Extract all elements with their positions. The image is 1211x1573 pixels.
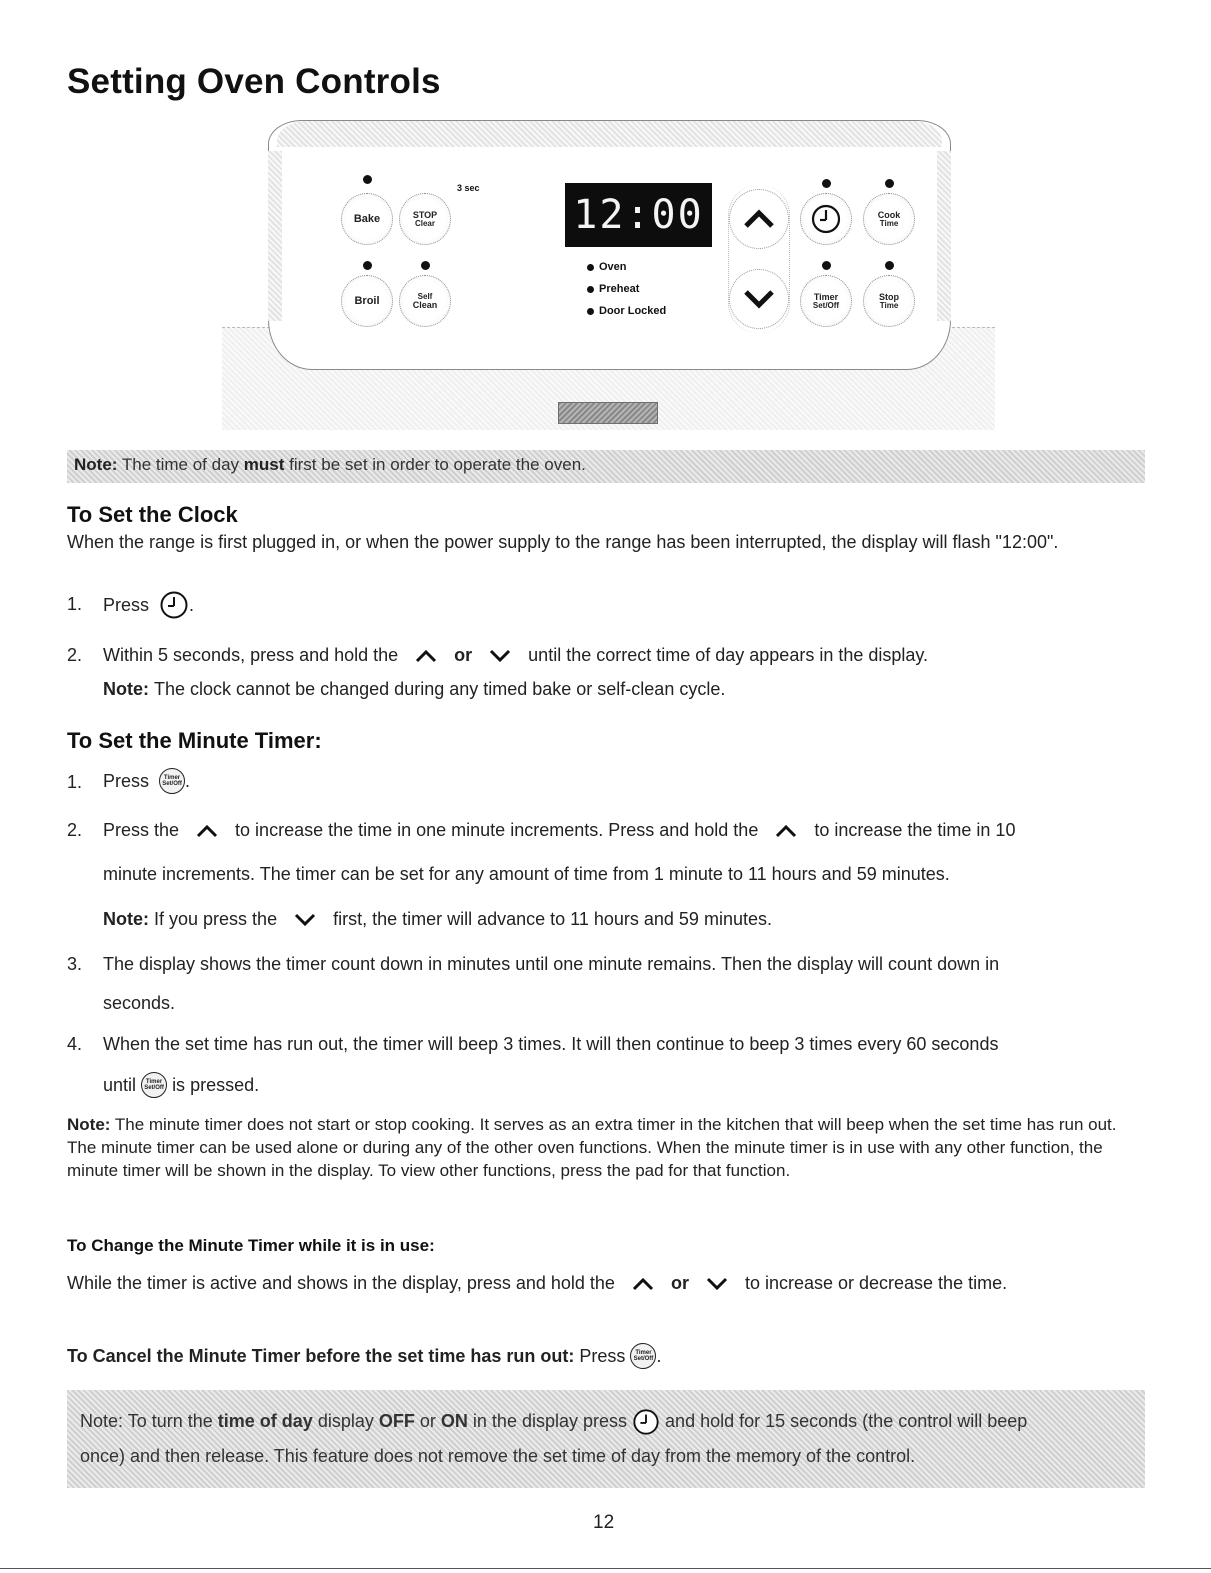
self-clean-indicator-dot [421, 261, 430, 270]
indicator-oven: Oven [587, 261, 666, 273]
set-off-label: Set/Off [812, 300, 840, 310]
clock-indicator-dot [822, 179, 831, 188]
timer-label: Timer [813, 291, 839, 302]
up-arrow-icon [414, 649, 438, 663]
cook-label: Cook [877, 209, 901, 220]
minute-timer-step-4-cont: until Timer Set/Off is pressed. [103, 1072, 259, 1098]
minute-timer-note: Note: If you press the first, the timer will advance to 11 hours and 59 minutes. [103, 909, 772, 929]
minute-timer-heading: To Set the Minute Timer: [67, 728, 322, 753]
up-arrow-icon [774, 824, 798, 838]
clock-icon [159, 590, 189, 620]
up-arrow-icon [743, 209, 775, 229]
page-title: Setting Oven Controls [67, 62, 441, 101]
bottom-rule [0, 1568, 1211, 1569]
bake-indicator-dot [363, 175, 372, 184]
cancel-timer-heading: To Cancel the Minute Timer before the set time has run out: [67, 1345, 575, 1366]
timer-set-off-icon: Timer Set/Off [630, 1343, 656, 1369]
down-arrow-icon [488, 649, 512, 663]
minute-timer-step-2-cont: minute increments. The timer can be set for any amount of time from 1 minute to 11 hours and 59 minutes. [103, 864, 950, 884]
stop-clear-pad[interactable] [399, 193, 451, 245]
clock-display: 12:00 [565, 183, 712, 247]
page-number: 12 [593, 1512, 615, 1533]
stop-time-pad[interactable] [863, 275, 915, 327]
control-panel [268, 120, 951, 370]
set-clock-note: Note: The clock cannot be changed during any timed bake or self-clean cycle. [103, 679, 726, 699]
set-clock-step-1: Press . [103, 590, 194, 620]
down-arrow-pad[interactable] [729, 269, 789, 329]
down-arrow-icon [293, 913, 317, 927]
change-timer-text: While the timer is active and shows in the display, press and hold the or to increase or decrease the time. [67, 1273, 1008, 1293]
note-bottom-line-2: once) and then release. This feature does not remove the set time of day from the memory of the control. [80, 1446, 916, 1466]
timer-set-off-icon: Timer Set/Off [141, 1072, 167, 1098]
bake-label: Bake [353, 212, 381, 225]
stop-time-label: Stop [879, 291, 899, 302]
broil-pad[interactable] [341, 275, 393, 327]
step-number: 3. [67, 954, 83, 974]
change-timer-heading: To Change the Minute Timer while it is in use: [67, 1236, 435, 1255]
clock-icon [632, 1408, 660, 1436]
down-arrow-icon [705, 1277, 729, 1291]
broil-indicator-dot [363, 261, 372, 270]
clock-pad[interactable] [800, 193, 852, 245]
minute-timer-paragraph-note: Note: The minute timer does not start or stop cooking. It serves as an extra timer in the kitchen that will beep when the set time has run out. The minute timer can be used alone or during any of the other oven functions. When the minute timer is in use with any other function, the minute timer will be shown in the display. To view other functions, press the pad for that function. [67, 1115, 1117, 1180]
cancel-timer-text: To Cancel the Minute Timer before the set time has run out: Press Timer Set/Off . [67, 1343, 661, 1369]
panel-right-edge [937, 151, 951, 321]
stop-time-sub-label: Time [879, 300, 899, 310]
indicator-door-locked: Door Locked [587, 305, 666, 317]
note-time-of-day-display: Note: To turn the time of day display OFF or ON in the display press and hold for 15 seconds (the control will beep once) and then release. This feature does not remove the set time of day from the memory of the control. [67, 1390, 1145, 1488]
note-time-of-day: Note: The time of day must first be set in order to operate the oven. [67, 450, 1145, 483]
step-number: 2. [67, 645, 83, 665]
up-arrow-icon [631, 1277, 655, 1291]
three-sec-label: 3 sec [457, 183, 480, 193]
minute-timer-step-1: Press Timer Set/Off . [103, 768, 190, 794]
up-arrow-icon [195, 824, 219, 838]
minute-timer-step-3-cont: seconds. [103, 993, 176, 1013]
set-clock-step-2: Within 5 seconds, press and hold the or until the correct time of day appears in the display. [103, 645, 929, 665]
self-clean-pad[interactable] [399, 275, 451, 327]
step-number: 4. [67, 1034, 83, 1054]
step-number: 1. [67, 772, 83, 792]
set-clock-heading: To Set the Clock [67, 502, 238, 527]
set-clock-intro: When the range is first plugged in, or when the power supply to the range has been interrupted, the display will flash "12:00". [67, 532, 1059, 552]
step-number: 2. [67, 820, 83, 840]
panel-left-edge [268, 151, 282, 321]
stop-time-indicator-dot [885, 261, 894, 270]
minute-timer-step-4: When the set time has run out, the timer will beep 3 times. It will then continue to beep 3 times every 60 seconds [103, 1034, 999, 1054]
cook-time-indicator-dot [885, 179, 894, 188]
brand-logo [558, 402, 658, 424]
minute-timer-step-3: The display shows the timer count down in minutes until one minute remains. Then the display will count down in [103, 954, 1000, 974]
clean-label: Clean [412, 299, 438, 310]
bake-pad[interactable] [341, 193, 393, 245]
down-arrow-icon [743, 289, 775, 309]
self-label: Self [417, 291, 433, 301]
up-arrow-pad[interactable] [729, 189, 789, 249]
timer-set-off-pad[interactable] [800, 275, 852, 327]
minute-timer-step-2: Press the to increase the time in one minute increments. Press and hold the to increase the time in 10 [103, 820, 1016, 840]
control-panel-illustration [222, 112, 995, 430]
timer-indicator-dot [822, 261, 831, 270]
cook-time-pad[interactable] [863, 193, 915, 245]
clock-icon [809, 202, 843, 236]
step-number: 1. [67, 594, 83, 614]
indicator-preheat: Preheat [587, 283, 666, 295]
timer-set-off-icon: Timer Set/Off [159, 768, 185, 794]
broil-label: Broil [354, 294, 380, 307]
stop-label: STOP [412, 209, 438, 220]
clear-label: Clear [414, 218, 435, 228]
status-indicators [587, 261, 666, 327]
cook-time-label: Time [879, 218, 899, 228]
